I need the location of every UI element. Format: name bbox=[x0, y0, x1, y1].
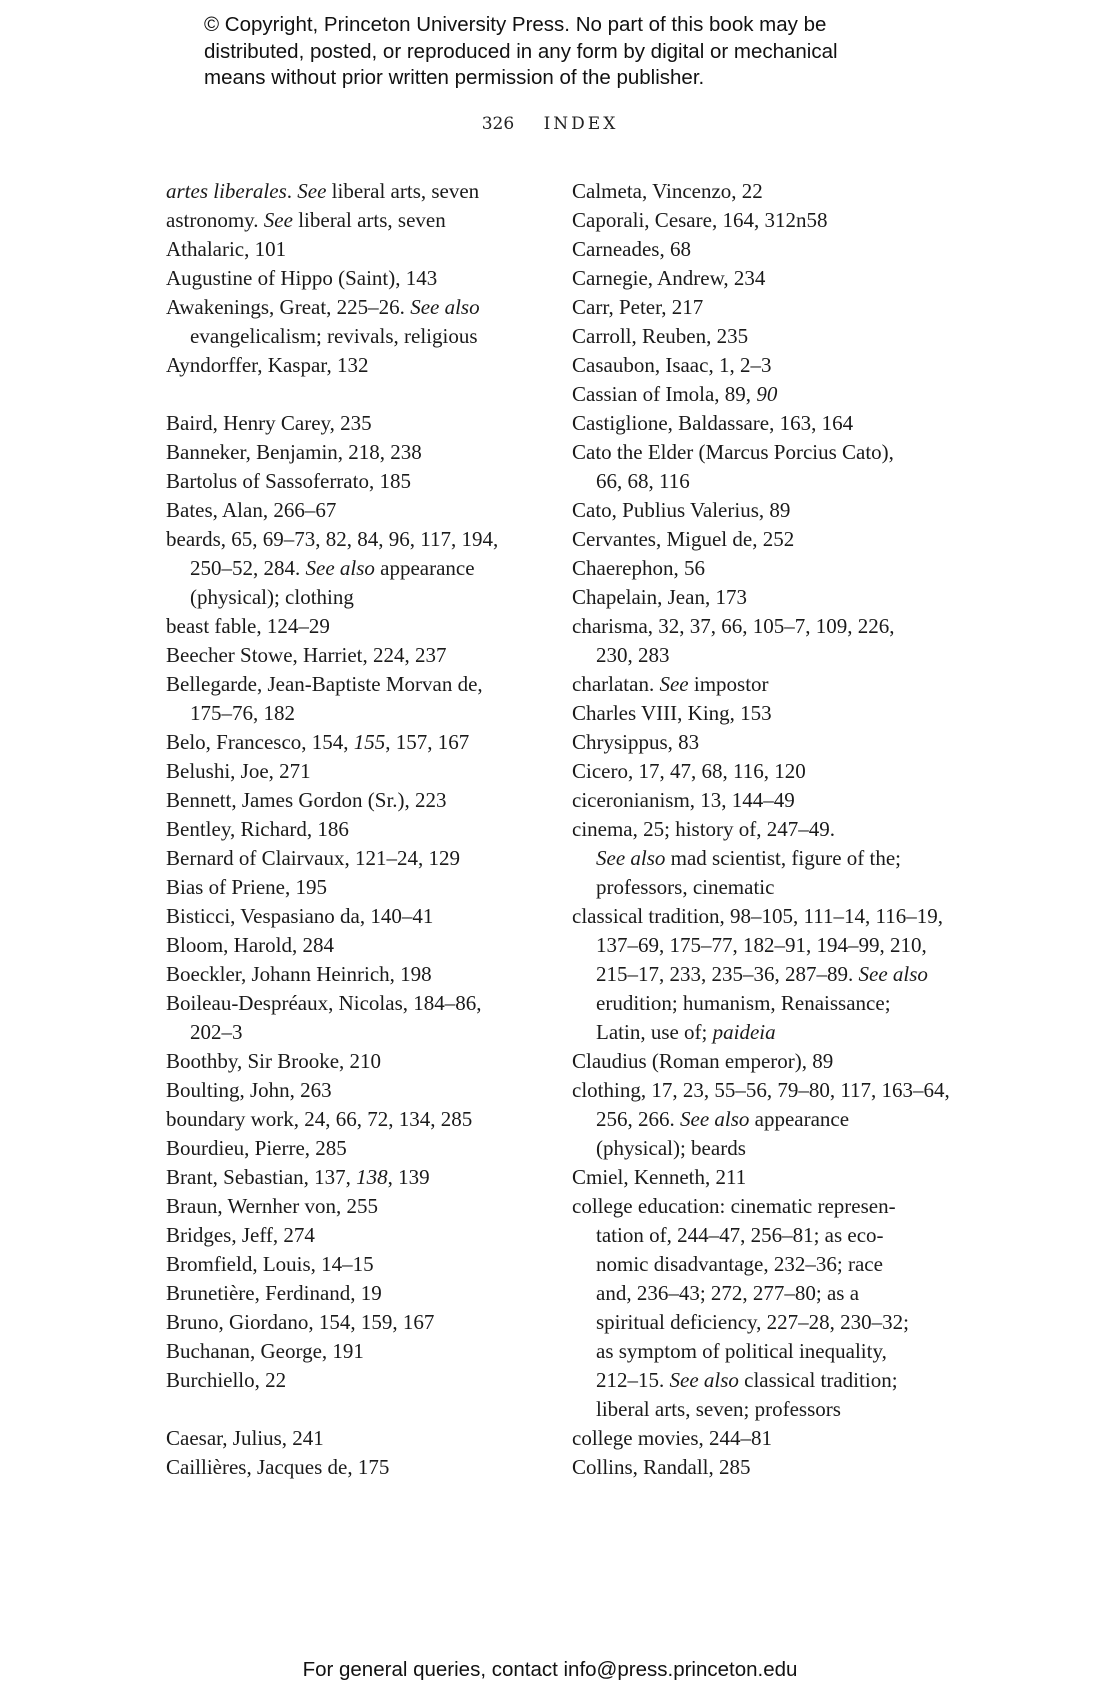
entry-text: Cervantes, Miguel de, 252 bbox=[572, 527, 795, 551]
index-entry-continuation bbox=[166, 322, 526, 351]
letter-group-gap bbox=[166, 1395, 526, 1424]
index-entry bbox=[166, 931, 526, 960]
italic-text: 90 bbox=[756, 382, 778, 406]
entry-text: 175–76, 182 bbox=[190, 701, 295, 725]
index-entry bbox=[166, 902, 526, 931]
entry-text: Claudius (Roman emperor), 89 bbox=[572, 1049, 834, 1073]
entry-text: Baird, Henry Carey, 235 bbox=[166, 411, 372, 435]
entry-text: Cmiel, Kenneth, 211 bbox=[572, 1165, 747, 1189]
index-column-right bbox=[572, 177, 950, 1482]
entry-text: Caesar, Julius, 241 bbox=[166, 1426, 324, 1450]
entry-text: charisma, 32, 37, 66, 105–7, 109, 226, bbox=[572, 614, 895, 638]
entry-text: Buchanan, George, 191 bbox=[166, 1339, 364, 1363]
entry-text: Carr, Peter, 217 bbox=[572, 295, 704, 319]
index-entry bbox=[572, 1163, 942, 1192]
index-entry bbox=[166, 1337, 526, 1366]
index-entry-continuation bbox=[166, 699, 526, 728]
index-column-left bbox=[166, 177, 526, 1482]
index-entry-continuation bbox=[572, 467, 942, 496]
index-entry bbox=[166, 1453, 526, 1482]
index-entry bbox=[572, 496, 942, 525]
index-entry bbox=[572, 699, 942, 728]
index-entry-continuation bbox=[572, 989, 942, 1018]
entry-text: Bellegarde, Jean-Baptiste Morvan de, bbox=[166, 672, 483, 696]
index-entry-continuation bbox=[572, 960, 942, 989]
entry-text: cinema, 25; history of, 247–49. bbox=[572, 817, 836, 841]
index-entry-continuation bbox=[572, 1366, 942, 1395]
italic-text: See bbox=[263, 208, 293, 232]
index-entry bbox=[166, 670, 526, 699]
entry-text: 212–15. bbox=[596, 1368, 670, 1392]
index-entry bbox=[166, 409, 526, 438]
entry-text: Carneades, 68 bbox=[572, 237, 691, 261]
entry-text: liberal arts, seven; professors bbox=[596, 1397, 841, 1421]
entry-text: tation of, 244–47, 256–81; as eco- bbox=[596, 1223, 884, 1247]
section-title: INDEX bbox=[543, 114, 619, 134]
index-entry bbox=[572, 438, 942, 467]
entry-text: mad scientist, figure of the; bbox=[665, 846, 902, 870]
entry-text: boundary work, 24, 66, 72, 134, 285 bbox=[166, 1107, 473, 1131]
entry-text: Braun, Wernher von, 255 bbox=[166, 1194, 378, 1218]
index-entry-continuation bbox=[572, 1337, 942, 1366]
italic-text: See also bbox=[669, 1368, 739, 1392]
index-entry bbox=[572, 1076, 950, 1105]
index-entry bbox=[166, 844, 526, 873]
index-entry bbox=[572, 554, 942, 583]
entry-text: and, 236–43; 272, 277–80; as a bbox=[596, 1281, 860, 1305]
index-entry bbox=[166, 351, 526, 380]
italic-text: artes liberales bbox=[166, 179, 287, 203]
entry-text: (physical); beards bbox=[596, 1136, 746, 1160]
index-entry bbox=[166, 873, 526, 902]
index-entry bbox=[166, 728, 526, 757]
entry-text: liberal arts, seven bbox=[292, 208, 446, 232]
index-entry bbox=[572, 583, 942, 612]
italic-text: See also bbox=[680, 1107, 750, 1131]
index-entry-continuation bbox=[572, 1221, 942, 1250]
entry-text: charlatan. bbox=[572, 672, 660, 696]
entry-text: appearance bbox=[749, 1107, 850, 1131]
index-entry bbox=[572, 670, 942, 699]
entry-text: Belo, Francesco, 154, bbox=[166, 730, 354, 754]
entry-text: Bloom, Harold, 284 bbox=[166, 933, 334, 957]
index-entry bbox=[166, 1250, 526, 1279]
italic-text: See bbox=[659, 672, 689, 696]
index-entry bbox=[166, 1192, 526, 1221]
entry-text: Bisticci, Vespasiano da, 140–41 bbox=[166, 904, 434, 928]
entry-text: Boothby, Sir Brooke, 210 bbox=[166, 1049, 382, 1073]
entry-text: Ayndorffer, Kaspar, 132 bbox=[166, 353, 369, 377]
index-entry bbox=[166, 1076, 526, 1105]
index-entry bbox=[166, 1134, 526, 1163]
italic-text: 138 bbox=[356, 1165, 388, 1189]
index-entry bbox=[572, 612, 942, 641]
entry-text: Casaubon, Isaac, 1, 2–3 bbox=[572, 353, 772, 377]
index-entry-continuation bbox=[166, 554, 526, 583]
entry-text: Belushi, Joe, 271 bbox=[166, 759, 311, 783]
index-entry bbox=[572, 380, 942, 409]
entry-text: Bromfield, Louis, 14–15 bbox=[166, 1252, 374, 1276]
index-entry bbox=[572, 1192, 942, 1221]
entry-text: Boileau-Despréaux, Nicolas, 184–86, bbox=[166, 991, 482, 1015]
entry-text: Bourdieu, Pierre, 285 bbox=[166, 1136, 347, 1160]
italic-text: 155 bbox=[353, 730, 386, 754]
index-entry bbox=[572, 1047, 942, 1076]
index-entry bbox=[572, 409, 942, 438]
entry-text: , 157, 167 bbox=[385, 730, 470, 754]
index-entry bbox=[166, 235, 526, 264]
index-entry-continuation bbox=[572, 1105, 942, 1134]
entry-text: Cato the Elder (Marcus Porcius Cato), bbox=[572, 440, 894, 464]
entry-text: Chaerephon, 56 bbox=[572, 556, 705, 580]
index-entry bbox=[166, 467, 526, 496]
entry-text: 202–3 bbox=[190, 1020, 243, 1044]
index-entry-continuation bbox=[572, 1308, 942, 1337]
entry-text: astronomy. bbox=[166, 208, 264, 232]
running-head bbox=[0, 114, 1100, 134]
index-entry bbox=[166, 177, 526, 206]
italic-text: paideia bbox=[712, 1020, 776, 1044]
index-entry bbox=[572, 293, 942, 322]
entry-text: Caporali, Cesare, 164, 312n58 bbox=[572, 208, 828, 232]
index-entry bbox=[166, 786, 526, 815]
index-entry bbox=[166, 757, 526, 786]
index-entry bbox=[166, 641, 526, 670]
entry-text: Beecher Stowe, Harriet, 224, 237 bbox=[166, 643, 447, 667]
italic-text: See bbox=[297, 179, 327, 203]
index-entry-continuation bbox=[572, 1279, 942, 1308]
entry-text: college education: cinematic represen- bbox=[572, 1194, 896, 1218]
entry-text: professors, cinematic bbox=[596, 875, 775, 899]
entry-text: Bentley, Richard, 186 bbox=[166, 817, 349, 841]
index-entry bbox=[166, 525, 526, 554]
index-entry bbox=[166, 438, 526, 467]
letter-group-gap bbox=[166, 380, 526, 409]
index-entry-continuation bbox=[572, 931, 942, 960]
index-entry bbox=[166, 1308, 526, 1337]
entry-text: Bruno, Giordano, 154, 159, 167 bbox=[166, 1310, 435, 1334]
entry-text: nomic disadvantage, 232–36; race bbox=[596, 1252, 883, 1276]
index-entry bbox=[166, 612, 526, 641]
index-entry bbox=[572, 902, 942, 931]
entry-text: Cicero, 17, 47, 68, 116, 120 bbox=[572, 759, 806, 783]
entry-text: spiritual deficiency, 227–28, 230–32; bbox=[596, 1310, 909, 1334]
italic-text: See also bbox=[410, 295, 480, 319]
index-entry bbox=[572, 206, 942, 235]
index-entry bbox=[166, 1424, 526, 1453]
index-entry bbox=[166, 1279, 526, 1308]
entry-text: . bbox=[286, 179, 298, 203]
index-entry bbox=[166, 1047, 526, 1076]
index-entry-continuation bbox=[572, 1395, 942, 1424]
copyright-line: distributed, posted, or reproduced in any form by digital or mechanical bbox=[204, 39, 838, 63]
entry-text: Bridges, Jeff, 274 bbox=[166, 1223, 315, 1247]
entry-text: Boeckler, Johann Heinrich, 198 bbox=[166, 962, 432, 986]
index-entry bbox=[572, 525, 942, 554]
index-entry bbox=[572, 728, 942, 757]
entry-text: Charles VIII, King, 153 bbox=[572, 701, 772, 725]
index-entry bbox=[572, 177, 942, 206]
entry-text: Calmeta, Vincenzo, 22 bbox=[572, 179, 763, 203]
copyright-notice bbox=[204, 12, 964, 92]
index-entry-continuation bbox=[166, 1018, 526, 1047]
index-entry bbox=[572, 1424, 942, 1453]
index-entry bbox=[166, 206, 526, 235]
footer-contact: For general queries, contact info@press.princeton.edu bbox=[302, 1658, 798, 1681]
entry-text: ciceronianism, 13, 144–49 bbox=[572, 788, 795, 812]
entry-text: Latin, use of; bbox=[596, 1020, 713, 1044]
copyright-line: means without prior written permission of the publisher. bbox=[204, 66, 705, 89]
index-entry bbox=[572, 1453, 942, 1482]
entry-text: Bernard of Clairvaux, 121–24, 129 bbox=[166, 846, 460, 870]
index-entry-continuation bbox=[572, 641, 942, 670]
entry-text: Athalaric, 101 bbox=[166, 237, 287, 261]
entry-text: 66, 68, 116 bbox=[596, 469, 690, 493]
index-entry bbox=[166, 960, 526, 989]
index-entry-continuation bbox=[572, 1250, 942, 1279]
entry-text: impostor bbox=[688, 672, 769, 696]
entry-text: classical tradition, 98–105, 111–14, 116–19, bbox=[572, 904, 943, 928]
entry-text: 256, 266. bbox=[596, 1107, 680, 1131]
entry-text: erudition; humanism, Renaissance; bbox=[596, 991, 891, 1015]
entry-text: Chrysippus, 83 bbox=[572, 730, 700, 754]
index-entry bbox=[572, 757, 942, 786]
entry-text: 230, 283 bbox=[596, 643, 670, 667]
entry-text: college movies, 244–81 bbox=[572, 1426, 773, 1450]
entry-text: Bias of Priene, 195 bbox=[166, 875, 327, 899]
entry-text: Awakenings, Great, 225–26. bbox=[166, 295, 411, 319]
italic-text: See also bbox=[596, 846, 666, 870]
entry-text: beards, 65, 69–73, 82, 84, 96, 117, 194, bbox=[166, 527, 499, 551]
entry-text: Cato, Publius Valerius, 89 bbox=[572, 498, 791, 522]
entry-text: Burchiello, 22 bbox=[166, 1368, 287, 1392]
entry-text: as symptom of political inequality, bbox=[596, 1339, 887, 1363]
italic-text: See also bbox=[305, 556, 375, 580]
entry-text: Banneker, Benjamin, 218, 238 bbox=[166, 440, 422, 464]
index-entry bbox=[572, 322, 942, 351]
index-entry bbox=[166, 1221, 526, 1250]
page-number: 326 bbox=[481, 114, 515, 134]
entry-text: Bennett, James Gordon (Sr.), 223 bbox=[166, 788, 447, 812]
index-entry bbox=[572, 264, 942, 293]
entry-text: Collins, Randall, 285 bbox=[572, 1455, 751, 1479]
entry-text: Brant, Sebastian, 137, bbox=[166, 1165, 357, 1189]
entry-text: appearance bbox=[374, 556, 475, 580]
index-entry bbox=[166, 1366, 526, 1395]
entry-text: Augustine of Hippo (Saint), 143 bbox=[166, 266, 438, 290]
index-entry bbox=[166, 815, 526, 844]
entry-text: Cassian of Imola, 89, bbox=[572, 382, 757, 406]
index-entry-continuation bbox=[572, 844, 942, 873]
entry-text: 215–17, 233, 235–36, 287–89. bbox=[596, 962, 859, 986]
entry-text: Boulting, John, 263 bbox=[166, 1078, 332, 1102]
index-entry-continuation bbox=[166, 583, 526, 612]
entry-text: Carroll, Reuben, 235 bbox=[572, 324, 749, 348]
entry-text: classical tradition; bbox=[738, 1368, 898, 1392]
index-entry bbox=[166, 989, 526, 1018]
italic-text: See also bbox=[858, 962, 928, 986]
entry-text: 137–69, 175–77, 182–91, 194–99, 210, bbox=[596, 933, 927, 957]
index-entry bbox=[572, 786, 942, 815]
index-entry bbox=[572, 235, 942, 264]
entry-text: Carnegie, Andrew, 234 bbox=[572, 266, 766, 290]
entry-text: 250–52, 284. bbox=[190, 556, 306, 580]
index-entry bbox=[572, 815, 942, 844]
entry-text: evangelicalism; revivals, religious bbox=[190, 324, 478, 348]
index-entry-continuation bbox=[572, 1018, 942, 1047]
index-entry bbox=[166, 293, 526, 322]
entry-text: Bates, Alan, 266–67 bbox=[166, 498, 337, 522]
copyright-line: © Copyright, Princeton University Press. No part of this book may be bbox=[204, 13, 827, 36]
entry-text: Caillières, Jacques de, 175 bbox=[166, 1455, 390, 1479]
entry-text: Castiglione, Baldassare, 163, 164 bbox=[572, 411, 854, 435]
entry-text: liberal arts, seven bbox=[326, 179, 480, 203]
index-entry-continuation bbox=[572, 1134, 942, 1163]
index-entry bbox=[166, 496, 526, 525]
index-entry-continuation bbox=[572, 873, 942, 902]
entry-text: beast fable, 124–29 bbox=[166, 614, 330, 638]
entry-text: (physical); clothing bbox=[190, 585, 354, 609]
index-entry bbox=[166, 1105, 526, 1134]
entry-text: clothing, 17, 23, 55–56, 79–80, 117, 163–64, bbox=[572, 1078, 950, 1102]
entry-text: , 139 bbox=[387, 1165, 430, 1189]
entry-text: Bartolus of Sassoferrato, 185 bbox=[166, 469, 411, 493]
index-entry bbox=[166, 264, 526, 293]
entry-text: Chapelain, Jean, 173 bbox=[572, 585, 747, 609]
index-entry bbox=[166, 1163, 526, 1192]
entry-text: Brunetière, Ferdinand, 19 bbox=[166, 1281, 382, 1305]
index-entry bbox=[572, 351, 942, 380]
